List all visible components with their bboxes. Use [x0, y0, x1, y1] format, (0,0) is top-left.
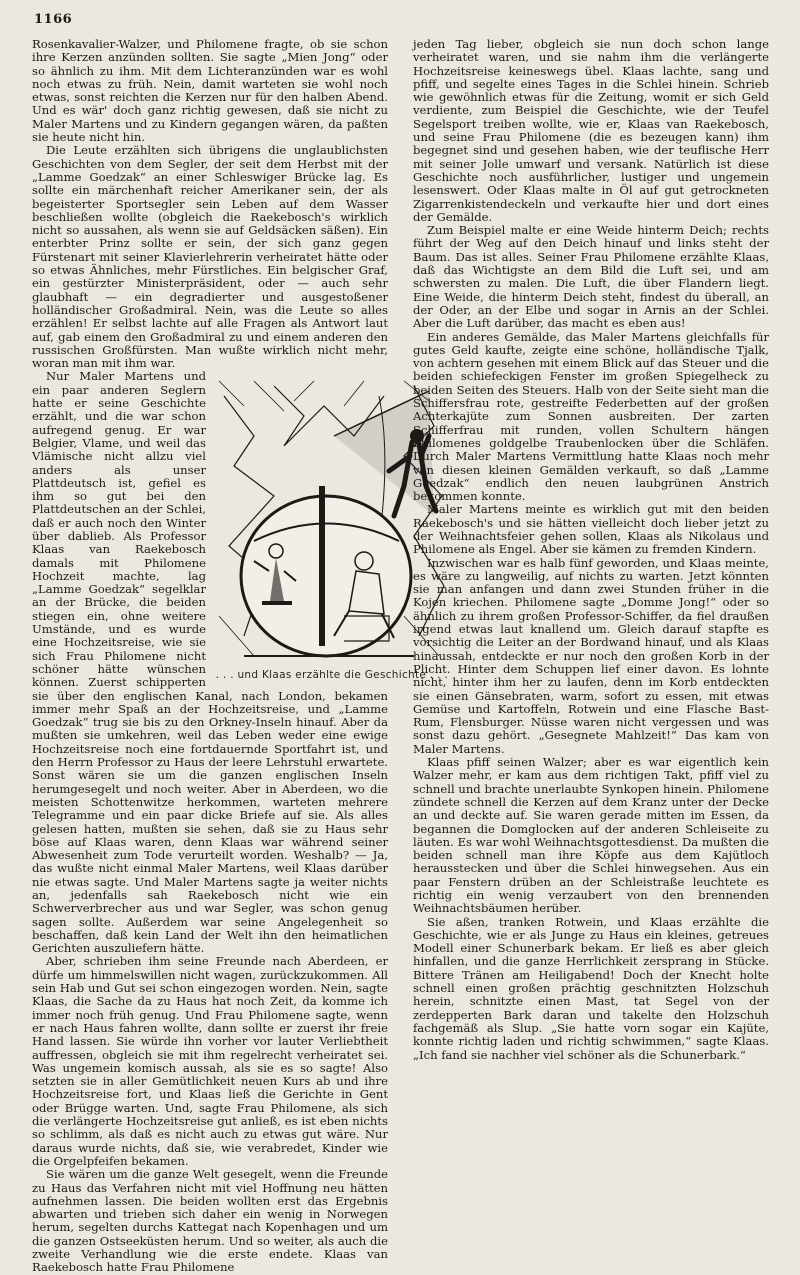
- right-column: [413, 38, 769, 1062]
- paragraph: jeden Tag lieber, obgleich sie nun doch schon lange verheiratet waren, und sie nahm ihm die verlängerte Hochzeitsreise keineswegs übel. Klaas lachte, sang und pfiff, und segelte eines Tages in die Schlei hinein. Schrieb wie gewöhnlich etwas für die Zeitung, womit er sich Geld verdiente, zum Beispiel die Geschichte, wie der Teufel Segelsport treiben wollte, wie er, Klaas van Raekebosch, und seine Frau Philomene (die es bezeugen kann) ihm begegnet sind und gesehen haben, wie der teuflische Herr mit seiner Jolle umwarf und versank. Natürlich ist diese Geschichte noch ausführlicher, lustiger und ungemein lesenswert. Oder Klaas malte in Öl auf gut getrockneten Zigarrenkistendeckeln und verkaufte hier und dort eines der Gemälde.: [413, 37, 769, 224]
- paragraph: Maler Martens meinte es wirklich gut mit den beiden Raekebosch's und sie hätten vielleicht doch lieber jetzt zu der Weihnachtsfeier gehen sollen, Klaas als Nikolaus und Philomene als Engel. Aber sie kämen zu fremden Kindern.: [413, 502, 769, 557]
- paragraph: Inzwischen war es halb fünf geworden, und Klaas meinte, es wäre zu langweilig, auf nichts zu warten. Jetzt könnten sie man anfangen und dann zwei Stunden früher in die Kojen kriechen. Philomene sagte „Domme Jong!“ oder so ähnlich zu ihrem großen Professor-Schiffer, da fiel draußen irgend etwas laut knallend um. Gleich darauf stapfte es vorsichtig die Leiter an der Bordwand hinauf, und als Klaas hinaussah, entdeckte er nur noch den großen Korb in der Plicht. Hinter dem Schuppen lief einer davon. Es lohnte nicht, hinter ihm her zu laufen, denn im Korb entdeckten sie einen Gänsebraten, warm, sofort zu essen, mit etwas Gemüse und Kartoffeln, Rotwein und eine Flasche Bast-Rum, Flensburger. Nüsse waren nicht vergessen und was sonst dazu gehört. „Gesegnete Mahlzeit!“ Das kam von Maler Martens.: [413, 555, 769, 756]
- paragraph: Aber, schrieben ihm seine Freunde nach Aberdeen, er dürfe um himmelswillen nicht wagen, zurückzukommen. All sein Hab und Gut sei schon eingezogen worden. Nein, sagte Klaas, die Sache da zu Haus hat noch Zeit, da komme ich immer noch früh genug. Und Frau Philomene sagte, wenn er nach Haus fahren wollte, dann sollte er zuerst ihr freie Hand lassen. Sie würde ihn vorher vor lauter Verliebtheit auffressen, obgleich sie mit ihm regelrecht verheiratet sei. Was ungemein komisch aussah, als sie es so sagte! Also setzten sie in aller Gemütlichkeit neuen Kurs ab und ihre Hochzeitsreise fort, und Klaas ließ die Gerichte in Gent oder Brügge warten. Und, sagte Frau Philomene, als sich die verlängerte Hochzeitsreise gut anließ, es ist eben nichts so schlimm, als daß es nicht auch zu etwas gut wäre. Nur daraus wurde nichts, daß sie, wie verabredet, Kinder wie die Orgelpfeifen bekamen.: [32, 954, 388, 1168]
- paragraph: Rosenkavalier-Walzer, und Philomene fragte, ob sie schon ihre Kerzen anzünden sollten. Sie sagte „Mien Jong“ oder so ähnlich zu ihm. Mit dem Lichteranzünden war es wohl noch etwas zu früh. Nein, damit warteten sie wohl noch etwas, sonst reichten die Kerzen nur für den halben Abend. Und es wär' doch ganz richtig gewesen, daß sie nicht zu Maler Martens und zu Kindern gegangen wären, da paßten sie heute nicht hin.: [32, 37, 388, 145]
- paragraph: Klaas pfiff seinen Walzer; aber es war eigentlich kein Walzer mehr, er kam aus dem richtigen Takt, pfiff viel zu schnell und brachte unerlaubte Synkopen hinein. Philomene zündete schnell die Kerzen auf dem Kranz unter der Decke an und deckte auf. Sie waren gerade mitten im Essen, da begannen die Domglocken auf der anderen Schleiseite zu läuten. Es war wohl Weihnachtsgottesdienst. Da mußten die beiden schnell man ihre Köpfe aus dem Kajütloch herausstecken und über die Schlei hinwegsehen. Aus ein paar Fenstern drüben an der Schleistraße leuchtete es richtig ein wenig verzaubert von den brennenden Weihnachtsbäumen herüber.: [413, 755, 769, 916]
- paragraph: Sie wären um die ganze Welt gesegelt, wenn die Freunde zu Haus das Verfahren nicht mit viel Hoffnung neu hätten aufnehmen lassen. Die beiden wollten erst das Ergebnis abwarten und trieben sich daher ein wenig in Norwegen herum, segelten durchs Kattegat nach Kopenhagen und um die ganzen Ostseeküsten herum. Und so weiter, als auch die zweite Verhandlung wie die erste endete. Klaas van Raekebosch hatte Frau Philomene: [32, 1167, 388, 1275]
- illustration-caption: . . . und Klaas erzählte die Geschichte . . .: [215, 669, 448, 682]
- paragraph: Sie aßen, tranken Rotwein, und Klaas erzählte die Geschichte, wie er als Junge zu Haus ein kleines, getreues Modell einer Schunerbark bekam. Er ließ es aber gleich hinfallen, und die ganze Herrlichkeit zersprang in Stücke. Bittere Tränen am Heiligabend! Doch der Knecht holte schnell einen großen prächtig geschnitzten Holzschuh herein, schnitzte einen Mast, tat Segel von der zerdepperten Bark daran und takelte den Holzschuh fachgemäß als Slup. „Sie hatte vorn sogar ein Kajüte, konnte richtig laden und richtig schwimmen,“ sagte Klaas. „Ich fand sie nachher viel schöner als die Schunerbark.“: [413, 914, 769, 1062]
- page-number: 1166: [34, 12, 73, 27]
- paragraph: Die Leute erzählten sich übrigens die unglaublichsten Geschichten von dem Segler, der seit dem Herbst mit der „Lamme Goedzak“ an einer Schleswiger Brücke lag. Es sollte ein märchenhaft reicher Amerikaner sein, der als begeisterter Sportsegler sein Leben auf dem Wasser beschließen wollte (obgleich die Raekebosch's wirklich nicht so aussahen, als wenn sie auf Geldsäcken säßen). Ein enterbter Prinz sollte er sein, der sich ganz gegen Fürstenart mit seiner Klavierlehrerin verheiratet hätte oder so etwas Ähnliches, mehr Fürstliches. Ein belgischer Graf, ein gestürzter Ministerpräsident, oder — auch sehr glaubhaft — ein degradierter und ausgestoßener holländischer Großadmiral. Nein, was die Leute so alles erzählen! Er selbst lachte auf alle Fragen als Antwort laut auf, gab einem den Großadmiral zu und einem anderen den russischen Großfürsten. Man wußte wirklich nicht mehr, woran man mit ihm war.: [32, 143, 388, 371]
- left-column: [32, 37, 448, 1275]
- paragraph: Zum Beispiel malte er eine Weide hinterm Deich; rechts führt der Weg auf den Deich hinauf und links steht der Baum. Das ist alles. Seiner Frau Philomene erzählte Klaas, daß das Wichtigste an dem Bild die Luft sei, und am schwersten zu malen. Die Luft, die über Flandern liegt. Eine Weide, die hinterm Deich steht, findest du überall, an der Oder, an der Elbe und sogar in Arnis an der Schlei. Aber die Luft darüber, das macht es eben aus!: [413, 223, 769, 331]
- paragraph: Nur Maler Martens und ein paar anderen Seglern hatte er seine Geschichte erzählt, und die war schon aufregend genug. Er war Belgier, Vlame, und weil das Vlämische nicht allzu viel anders als unser Plattdeutsch ist, gefiel es ihm so gut bei den Plattdeutschen an der Schlei, daß er auch noch den Winter über dablieb. Als Professor Klaas van Raekebosch damals mit Philomene Hochzeit machte, lag „Lamme Goedzak“ segelklar an der Brücke, die beiden stiegen ein, ohne weitere Umstände, und es wurde eine Hochzeitsreise, wie sie sich Frau Philomene nicht schöner hätte wünschen können. Zuerst schipperten sie über den englischen Kanal, nach London, bekamen immer mehr Spaß an der Hochzeitsreise, und „Lamme Goedzak“ trug sie bis zu den Orkney-Inseln hinauf. Aber da mußten sie umkehren, weil das Leben weder eine ewige Hochzeitsreise noch eine fortdauernde Sportfahrt ist, und den Herrn Professor zu Haus der leere Lehrstuhl erwartete. Sonst wären sie um die ganzen englischen Inseln herumgesegelt und noch weiter. Aber in Aberdeen, wo die meisten Schottenwitze herkommen, warteten mehrere Telegramme und ein paar dicke Briefe auf sie. Als alles gelesen hatten, mußten sie sehen, daß sie zu Haus sehr böse auf Klaas waren, denn Klaas war während seiner Abwesenheit zum Tode verurteilt worden. Weshalb? — Ja, das wußte nicht einmal Maler Martens, weil Klaas darüber nie etwas sagte. Und Maler Martens sagte ja weiter nichts an, jedenfalls sah Raekebosch nicht wie ein Schwerverbrecher aus und war Segler, was schon genug sagen sollte. Außerdem war seine Angelegenheit so beschaffen, daß kein Land der Welt ihn den heimatlichen Gerichten auszuliefern hätte.: [32, 369, 388, 956]
- paragraph: Ein anderes Gemälde, das Maler Martens gleichfalls für gutes Geld kaufte, zeigte eine schöne, holländische Tjalk, von achtern gesehen mit einem Blick auf das Steuer und die beiden schiefeckigen Fenster im großen Spiegelheck zu beiden Seiten des Steuers. Halb von der Seite sieht man die Schiffersfrau rote, gestreifte Federbetten auf der großen Achterkajüte zum Sonnen ausbreiten. Der zarten Schifferfrau mit runden, vollen Schultern hängen Philomenes goldgelbe Traubenlocken über die Schläfen. Durch Maler Martens Vermittlung hatte Klaas noch mehr von diesen kleinen Gemälden verkauft, so daß „Lamme Goedzak“ endlich den neuen laubgrünen Anstrich bekommen konnte.: [413, 329, 769, 504]
